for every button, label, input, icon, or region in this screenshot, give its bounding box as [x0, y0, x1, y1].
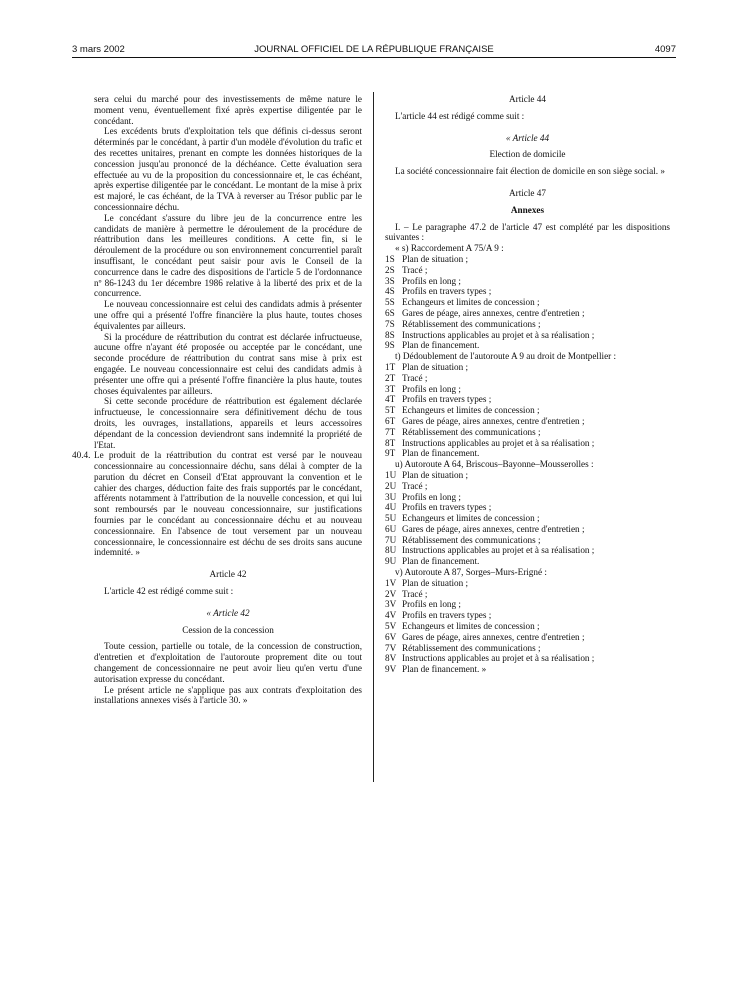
annex-list: [385, 254, 670, 351]
annex-list-item: [385, 492, 670, 503]
paragraph-number: 40.4.: [72, 450, 91, 461]
annex-code: 8T: [385, 437, 396, 448]
annex-code: 8V: [385, 653, 397, 664]
annex-list-item: [385, 481, 670, 492]
paragraph: sera celui du marché pour des investissements de même nature le moment venu, éventuellement fixé après expertise diligentée par le concédant.: [94, 94, 362, 126]
annex-list-item: [385, 384, 670, 395]
annex-text: Profils en long ;: [402, 275, 461, 286]
annex-text: Profils en long ;: [402, 491, 461, 502]
annex-code: 4S: [385, 286, 395, 297]
annex-list-item: [385, 470, 670, 481]
annex-text: Tracé ;: [402, 372, 428, 383]
annex-list-item: [385, 578, 670, 589]
annex-text: Gares de péage, aires annexes, centre d'entretien ;: [402, 307, 585, 318]
annex-list-item: [385, 448, 670, 459]
annex-text: Plan de situation ;: [402, 253, 469, 264]
annex-text: Echangeurs et limites de concession ;: [402, 405, 540, 416]
annex-list: [385, 362, 670, 459]
header-date: 3 mars 2002: [72, 44, 125, 55]
annex-text: Plan de financement.: [402, 556, 480, 567]
annex-list-item: [385, 664, 670, 675]
article-quote-title: « Article 44: [505, 132, 550, 143]
annex-code: 7T: [385, 426, 396, 437]
annex-text: Plan de financement.: [402, 340, 480, 351]
annex-text: Plan de situation ;: [402, 361, 469, 372]
annex-code: 1T: [385, 361, 396, 372]
annex-list-item: [385, 265, 670, 276]
annex-list-item: [385, 373, 670, 384]
annex-list-item: [385, 556, 670, 567]
article-intro: L'article 44 est rédigé comme suit :: [395, 110, 525, 121]
annex-list-item: [385, 632, 670, 643]
left-column: [72, 94, 362, 706]
annex-text: Instructions applicables au projet et à sa réalisation ;: [402, 329, 595, 340]
annex-code: 4V: [385, 610, 397, 621]
article-heading: Cession de la concession: [182, 624, 274, 635]
annex-text: Profils en long ;: [402, 383, 461, 394]
paragraph: Le concédant s'assure du libre jeu de la concurrence entre les candidats de manière à permettre le déroulement de la procédure de réattribution dans les meilleures conditions. A cette fin, si le déroulement de la procédure ou son environnement concurrentiel paraît insuffisant, le concédant peut saisir pour avis le Conseil de la concurrence dans le cadre des dispositions de l'article 5 de l'ordonnance nº 86-1243 du 1er décembre 1986 relative à la liberté des prix et de la concurrence.: [94, 212, 362, 299]
article-title: Article 42: [209, 569, 247, 580]
annex-text: Plan de situation ;: [402, 577, 469, 588]
annex-list-item: [385, 394, 670, 405]
annex-group-label: v) Autoroute A 87, Sorges–Murs-Erigné :: [395, 567, 547, 578]
annex-text: Profils en travers types ;: [402, 394, 492, 405]
annex-list-item: [385, 276, 670, 287]
annex-groups: [385, 243, 670, 675]
annex-list-item: [385, 621, 670, 632]
annex-list-item: [385, 502, 670, 513]
annex-code: 7U: [385, 534, 397, 545]
annex-text: Tracé ;: [402, 588, 428, 599]
annex-text: Gares de péage, aires annexes, centre d'entretien ;: [402, 523, 585, 534]
annex-code: 3T: [385, 383, 396, 394]
annex-list-item: [385, 610, 670, 621]
annex-list-item: [385, 319, 670, 330]
annex-code: 2T: [385, 372, 396, 383]
annex-code: 5U: [385, 513, 397, 524]
annex-text: Echangeurs et limites de concession ;: [402, 621, 540, 632]
annex-list-item: [385, 643, 670, 654]
annex-text: Instructions applicables au projet et à sa réalisation ;: [402, 437, 595, 448]
annex-list-item: [385, 330, 670, 341]
paragraph: La société concessionnaire fait élection de domicile en son siège social. »: [395, 166, 665, 177]
paragraph: Le produit de la réattribution du contrat est versé par le nouveau concessionnaire au concessionnaire déchu, sans délai à compter de la parution du décret en Conseil d'Etat approuvant la convention et le cahier des charges, déduction faite des frais supportés par le concédant, afférents notamment à l'attribution de la nouvelle concession, et qui lui sont remboursés par le nouveau concessionnaire, sur justifications fournies par le concédant au concessionnaire déchu et au nouveau concessionnaire. En l'absence de tout versement par un nouveau concessionnaire, le concessionnaire est déchu de ses droits sans aucune indemnité. »: [94, 450, 362, 558]
annex-text: Echangeurs et limites de concession ;: [402, 297, 540, 308]
annex-text: Echangeurs et limites de concession ;: [402, 513, 540, 524]
annex-code: 8U: [385, 545, 397, 556]
annex-group-label: u) Autoroute A 64, Briscous–Bayonne–Mousserolles :: [395, 459, 594, 470]
header-page-number: 4097: [654, 44, 676, 55]
annex-list-item: [385, 405, 670, 416]
annex-text: Instructions applicables au projet et à sa réalisation ;: [402, 545, 595, 556]
annex-code: 1S: [385, 253, 395, 264]
annex-text: Profils en travers types ;: [402, 610, 492, 621]
article-title: Article 44: [509, 94, 546, 104]
annex-code: 6T: [385, 415, 396, 426]
paragraph: Si cette seconde procédure de réattribution est également déclarée infructueuse, le concessionnaire sera définitivement déchu de tous droits, les ouvrages, installations, appareils et leurs accessoires dépendant de la concession deviendront sans indemnité la propriété de l'Etat.: [94, 396, 362, 450]
annex-list-item: [385, 589, 670, 600]
annex-code: 5T: [385, 405, 396, 416]
annex-text: Rétablissement des communications ;: [402, 318, 541, 329]
annex-text: Plan de financement.: [402, 448, 480, 459]
annex-text: Rétablissement des communications ;: [402, 642, 541, 653]
annex-list-item: [385, 599, 670, 610]
annex-code: 8S: [385, 329, 395, 340]
annex-list: [385, 578, 670, 675]
annex-text: Tracé ;: [402, 264, 428, 275]
annex-list-item: [385, 362, 670, 373]
annex-text: Profils en travers types ;: [402, 286, 492, 297]
annex-text: Rétablissement des communications ;: [402, 534, 541, 545]
annex-code: 7V: [385, 642, 397, 653]
header-rule: [72, 57, 676, 58]
annex-text: Gares de péage, aires annexes, centre d'entretien ;: [402, 415, 585, 426]
annex-list-item: [385, 438, 670, 449]
annex-list-item: [385, 513, 670, 524]
annex-text: Rétablissement des communications ;: [402, 426, 541, 437]
paragraph: Le nouveau concessionnaire est celui des candidats admis à présenter une offre qui a présenté l'offre financière la plus haute, toutes choses équivalentes par ailleurs.: [94, 299, 362, 331]
paragraph: Les excédents bruts d'exploitation tels que définis ci-dessus seront déterminés par le concédant, à partir d'un modèle d'évolution du trafic et des recettes unitaires, prenant en compte les données historiques de la concession jusqu'au prononcé de la déchéance. Cette évaluation sera effectuée au vu de la proposition du concessionnaire et, le cas échéant, après expertise diligentée par le concédant. Le montant de la mise à prix est majoré, le cas échéant, de la TVA à reverser au Trésor public par le concessionnaire déchu.: [94, 126, 362, 212]
paragraph: Si la procédure de réattribution du contrat est déclarée infructueuse, aucune offre n'ayant été proposée ou acceptée par le concédant, une seconde procédure de réattribution du contrat sans mise à prix est engagée. Le nouveau concessionnaire est celui des candidats admis à présenter une offre qui a présenté l'offre financière la plus haute, toutes choses équivalentes par ailleurs.: [94, 331, 362, 396]
article-quote-title: « Article 42: [206, 607, 250, 618]
annex-text: Profils en long ;: [402, 599, 461, 610]
annex-list: [385, 470, 670, 567]
annex-code: 3U: [385, 491, 397, 502]
annex-code: 3S: [385, 275, 395, 286]
annex-group-label: « s) Raccordement A 75/A 9 :: [395, 243, 504, 254]
annex-text: Tracé ;: [402, 480, 428, 491]
annex-code: 3V: [385, 599, 397, 610]
annex-code: 2S: [385, 264, 395, 275]
annex-code: 5V: [385, 621, 397, 632]
paragraph: Toute cession, partielle ou totale, de la concession de construction, d'entretien et d'exploitation de l'autoroute proprement dite ou tout changement de concessionnaire ne peut avoir lieu qu'en vertu d'une autorisation expresse du concédant.: [94, 641, 362, 684]
annex-code: 9U: [385, 556, 397, 567]
article-intro: L'article 42 est rédigé comme suit :: [104, 586, 234, 597]
annex-code: 6S: [385, 307, 395, 318]
annex-text: Gares de péage, aires annexes, centre d'entretien ;: [402, 631, 585, 642]
annex-code: 4T: [385, 394, 396, 405]
annex-code: 6V: [385, 631, 397, 642]
annex-code: 9V: [385, 664, 397, 675]
annex-text: Plan de financement. »: [402, 664, 487, 675]
annex-group-label: t) Dédoublement de l'autoroute A 9 au droit de Montpellier :: [395, 351, 617, 362]
column-divider: [373, 92, 374, 782]
right-column: [385, 94, 670, 675]
annex-code: 4U: [385, 502, 397, 513]
numbered-paragraph: [72, 450, 362, 558]
paragraph: Le présent article ne s'applique pas aux contrats d'exploitation des installations annexes visés à l'article 30. »: [94, 684, 362, 706]
annex-list-item: [385, 297, 670, 308]
annex-text: Instructions applicables au projet et à sa réalisation ;: [402, 653, 595, 664]
annex-code: 6U: [385, 523, 397, 534]
article-title: Article 47: [509, 187, 546, 198]
annex-code: 2U: [385, 480, 397, 491]
annex-code: 7S: [385, 318, 395, 329]
annex-code: 1V: [385, 577, 397, 588]
annex-text: Plan de situation ;: [402, 469, 469, 480]
annex-code: 5S: [385, 297, 395, 308]
annex-list-item: [385, 286, 670, 297]
header-journal-title: JOURNAL OFFICIEL DE LA RÉPUBLIQUE FRANÇAISE: [254, 44, 494, 55]
annex-list-item: [385, 340, 670, 351]
annex-list-item: [385, 535, 670, 546]
annex-code: 2V: [385, 588, 397, 599]
annex-code: 9T: [385, 448, 396, 459]
article-heading: Annexes: [510, 204, 545, 215]
annex-list-item: [385, 427, 670, 438]
article-heading: Election de domicile: [489, 149, 566, 160]
annex-list-item: [385, 308, 670, 319]
annex-code: 1U: [385, 469, 397, 480]
annex-list-item: [385, 416, 670, 427]
article-intro: I. – Le paragraphe 47.2 de l'article 47 est complété par les dispositions suivantes :: [385, 221, 670, 243]
annex-text: Profils en travers types ;: [402, 502, 492, 513]
annex-list-item: [385, 545, 670, 556]
annex-list-item: [385, 653, 670, 664]
annex-code: 9S: [385, 340, 395, 351]
annex-list-item: [385, 254, 670, 265]
annex-list-item: [385, 524, 670, 535]
